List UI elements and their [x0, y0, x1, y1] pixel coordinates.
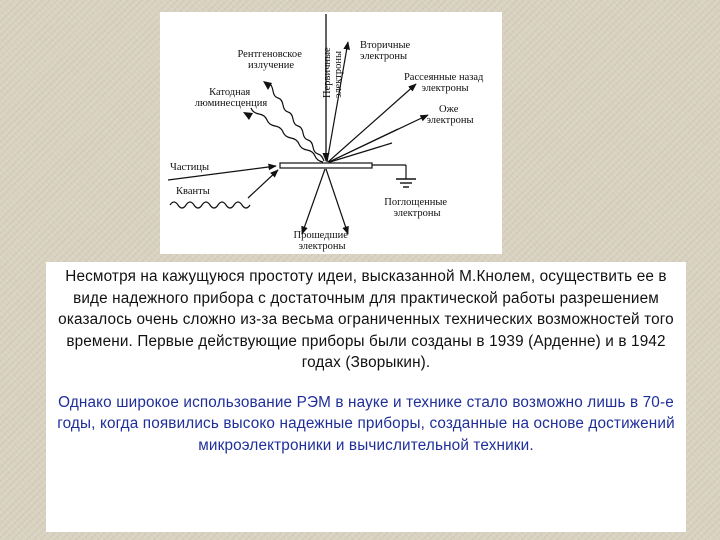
quanta-wave	[170, 202, 250, 208]
quanta-arrow	[248, 170, 278, 198]
specimen-plate	[280, 163, 372, 168]
transmitted-arrow-left	[302, 169, 325, 234]
label-secondary-electrons: Вторичные электроны	[360, 40, 411, 62]
label-particles: Частицы	[170, 162, 210, 173]
transmitted-arrow-right	[326, 169, 348, 234]
label-quanta: Кванты	[176, 186, 210, 197]
text-box	[46, 262, 686, 532]
sem-interaction-diagram	[160, 12, 502, 254]
label-transmitted: Прошедшие электроны	[293, 230, 348, 252]
extra-ray-1	[329, 129, 398, 162]
paragraph-history: Несмотря на кажущуюся простоту идеи, высказанной М.Кнолем, осуществить ее в виде надежного прибора с достаточным для практической работы разрешением оказалось очень сложно из-за весьма ограниченных технических возможностей того времени. Первые действующие приборы были созданы в 1939 (Арденне) и в 1942 годах (Зворыкин).	[58, 268, 674, 371]
label-xray: Рентгеновское излучение	[237, 49, 302, 71]
label-backscattered: Рассеянные назад электроны	[403, 72, 484, 94]
label-cathodoluminescence: Катодная люминесценция	[194, 87, 268, 109]
paragraph-adoption: Однако широкое использование РЭМ в науке и технике стало возможно лишь в 70-е годы, когда появились высоко надежные приборы, созданные на основе достижений микроэлектроники и вычислительной техники.	[57, 393, 675, 454]
label-auger: Оже электроны	[426, 104, 474, 126]
label-absorbed: Поглощенные электроны	[384, 197, 448, 219]
cathodoluminescence-wave	[251, 108, 323, 162]
cathodoluminescence-arrowhead	[243, 112, 253, 120]
xray-wave	[269, 83, 324, 161]
label-primary-electrons: Первичные электроны	[322, 47, 344, 98]
